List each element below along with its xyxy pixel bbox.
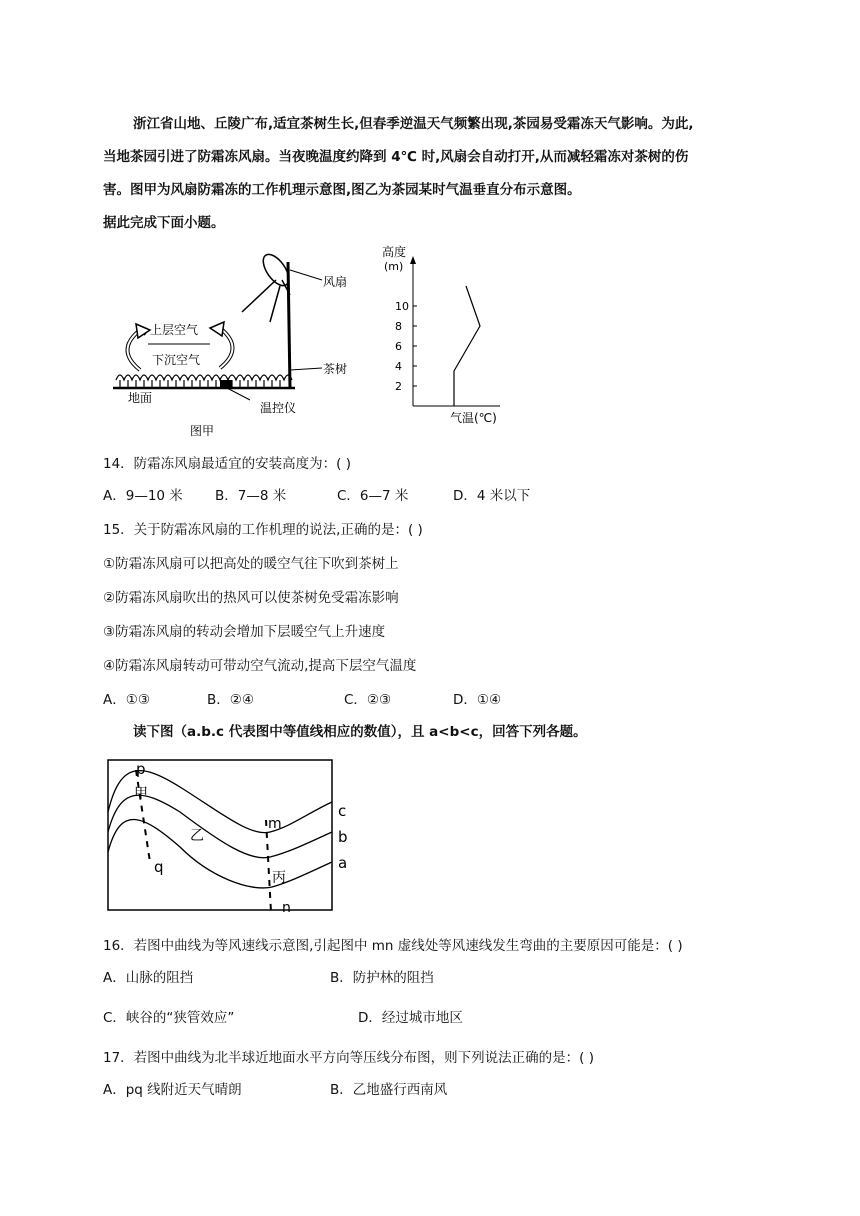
temperature-profile-chart	[382, 244, 500, 425]
label-jia: 甲	[134, 786, 148, 802]
mn-dashed-line	[266, 820, 271, 912]
label-n: n	[282, 900, 291, 914]
q15-statement-1: ①防霜冻风扇可以把高处的暖空气往下吹到茶树上	[103, 556, 399, 572]
label-yi: 乙	[190, 828, 204, 844]
q16-option-c[interactable]: C．峡谷的“狭管效应”	[103, 1010, 235, 1026]
thermostat-label: 温控仪	[260, 401, 297, 415]
q15-statement-4: ④防霜冻风扇转动可带动空气流动,提高下层空气温度	[103, 658, 417, 674]
label-c: c	[338, 802, 347, 820]
pq-dashed-line	[136, 770, 150, 862]
q15-statement-2: ②防霜冻风扇吹出的热风可以使茶树免受霜冻影响	[103, 590, 399, 606]
q14-option-a[interactable]: A．9—10 米	[103, 488, 183, 504]
x-axis-label: 气温(℃)	[450, 411, 497, 425]
label-bing: 丙	[272, 870, 286, 886]
y-tick-label: 4	[395, 360, 402, 373]
q15-option-c[interactable]: C．②③	[344, 692, 392, 708]
figure-fan-mechanism	[100, 240, 520, 440]
label-b: b	[338, 828, 348, 846]
fan-label: 风扇	[323, 275, 348, 289]
q15-option-b[interactable]: B．②④	[207, 692, 254, 708]
q14-option-d[interactable]: D．4 米以下	[453, 488, 531, 504]
label-q: q	[154, 858, 164, 876]
q16-option-b[interactable]: B．防护林的阻挡	[330, 970, 434, 986]
y-tick-label: 6	[395, 340, 402, 353]
q16-stem: 16．若图中曲线为等风速线示意图,引起图中 mn 虚线处等风速线发生弯曲的主要原因可能是：( )	[103, 938, 683, 954]
q16-option-d[interactable]: D．经过城市地区	[358, 1010, 463, 1026]
upper-air-label: 上层空气	[150, 323, 199, 337]
q17-option-b[interactable]: B．乙地盛行西南风	[330, 1082, 448, 1098]
y-tick-label: 10	[395, 300, 409, 313]
q15-statement-3: ③防霜冻风扇的转动会增加下层暖空气上升速度	[103, 624, 386, 640]
y-tick-label: 2	[395, 380, 402, 393]
q15-stem: 15．关于防霜冻风扇的工作机理的说法,正确的是：( )	[103, 522, 423, 538]
label-a: a	[338, 854, 348, 872]
y-ticks	[395, 300, 417, 393]
intro-line-1: 浙江省山地、丘陵广布,适宜茶树生长,但春季逆温天气频繁出现,茶园易受霜冻天气影响。为此,	[133, 116, 694, 132]
intro-line-4: 据此完成下面小题。	[103, 215, 225, 231]
q14-option-c[interactable]: C．6—7 米	[337, 488, 409, 504]
intro-line-2: 当地茶园引进了防霜冻风扇。当夜晚温度约降到 4℃ 时,风扇会自动打开,从而减轻霜冻对茶树的伤	[103, 149, 689, 165]
figure-isolines	[100, 752, 360, 914]
y-axis-label-1: 高度	[382, 245, 407, 259]
temperature-series-line	[454, 286, 480, 406]
intro-line-3: 害。图甲为风扇防霜冻的工作机理示意图,图乙为茶园某时气温垂直分布示意图。	[103, 182, 581, 198]
q17-option-a[interactable]: A．pq 线附近天气晴朗	[103, 1082, 242, 1098]
y-axis-label-2: (m)	[384, 260, 404, 273]
q15-option-a[interactable]: A．①③	[103, 692, 150, 708]
isoline-a	[108, 820, 332, 888]
label-m: m	[268, 816, 282, 832]
q15-option-d[interactable]: D．①④	[453, 692, 502, 708]
q16-option-a[interactable]: A．山脉的阻挡	[103, 970, 194, 986]
left-circulation-arrow	[128, 330, 147, 370]
ground-label: 地面	[128, 391, 153, 405]
tea-label: 茶树	[323, 362, 348, 376]
isoline-b	[108, 795, 332, 858]
sinking-air-label: 下沉空气	[152, 353, 201, 367]
tea-bushes	[116, 375, 292, 388]
thermostat-box	[220, 380, 232, 388]
figure-1-caption: 图甲	[190, 424, 215, 438]
q14-option-b[interactable]: B．7—8 米	[215, 488, 287, 504]
y-tick-label: 8	[395, 320, 402, 333]
q17-stem: 17．若图中曲线为北半球近地面水平方向等压线分布图，则下列说法正确的是：( )	[103, 1050, 595, 1066]
figure-2-intro: 读下图（a.b.c 代表图中等值线相应的数值），且 a<b<c，回答下列各题。	[133, 724, 587, 740]
q14-stem: 14．防霜冻风扇最适宜的安装高度为：( )	[103, 456, 352, 472]
label-p: p	[136, 760, 146, 778]
